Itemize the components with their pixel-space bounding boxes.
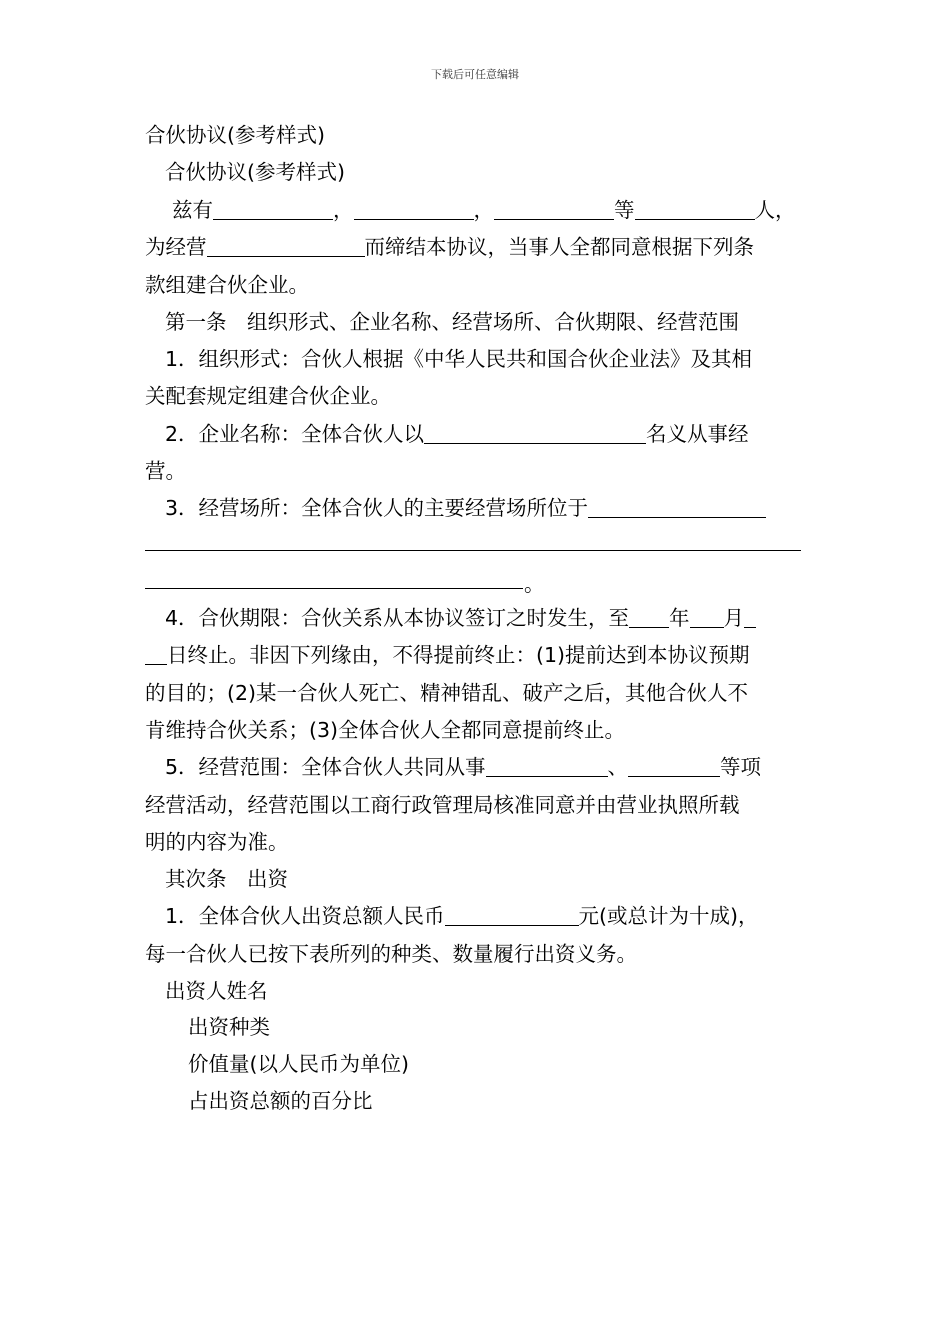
- table-header-contributor-name: 出资人姓名: [165, 979, 268, 1003]
- clause-1-2-line-2: 营。: [145, 459, 186, 483]
- preamble-line-1: 兹有 ， ， 等 人，: [172, 198, 796, 222]
- party-3-blank: [494, 199, 614, 220]
- business-address-blank-3: [145, 588, 523, 589]
- end-day-blank-part-2: [145, 644, 167, 665]
- business-scope-blank-2: [628, 756, 720, 777]
- business-address-blank-2: [145, 550, 801, 551]
- doc-title-2: 合伙协议(参考样式): [165, 160, 345, 184]
- table-header-contribution-type: 出资种类: [188, 1015, 270, 1039]
- business-purpose-blank: [207, 236, 365, 257]
- business-address-blank-1: [588, 497, 766, 518]
- preamble-line-2: 为经营 而缔结本协议，当事人全都同意根据下列条: [145, 235, 754, 259]
- clause-1-4-line-4: 肯维持合伙关系；(3)全体合伙人全都同意提前终止。: [145, 718, 626, 742]
- end-year-blank: [629, 607, 669, 628]
- enterprise-name-blank: [424, 423, 646, 444]
- preamble-line-3: 款组建合伙企业。: [145, 273, 309, 297]
- clause-2-1-line-1: 1．全体合伙人出资总额人民币 元(或总计为十成)，: [165, 904, 759, 928]
- clause-1-5-line-2: 经营活动，经营范围以工商行政管理局核准同意并由营业执照所载: [145, 793, 740, 817]
- party-1-blank: [213, 199, 333, 220]
- clause-1-2-line-1: 2．企业名称：全体合伙人以 名义从事经: [165, 422, 749, 446]
- table-header-value: 价值量(以人民币为单位): [188, 1052, 409, 1076]
- clause-1-3-end: 。: [524, 572, 545, 596]
- party-count-blank: [635, 199, 755, 220]
- clause-1-4-line-3: 的目的；(2)某一合伙人死亡、精神错乱、破产之后，其他合伙人不: [145, 681, 749, 705]
- page-header-note: 下载后可任意编辑: [431, 68, 519, 81]
- table-header-percentage: 占出资总额的百分比: [188, 1089, 373, 1113]
- end-month-blank: [690, 607, 724, 628]
- total-capital-blank: [445, 905, 579, 926]
- clause-2-1-line-2: 每一合伙人已按下表所列的种类、数量履行出资义务。: [145, 942, 637, 966]
- party-2-blank: [354, 199, 474, 220]
- article-1-title: 第一条 组织形式、企业名称、经营场所、合伙期限、经营范围: [165, 310, 739, 334]
- business-scope-blank-1: [486, 756, 608, 777]
- clause-1-3-line-1: 3．经营场所：全体合伙人的主要经营场所位于: [165, 494, 766, 522]
- clause-1-4-line-2: 日终止。非因下列缘由，不得提前终止：(1)提前达到本协议预期: [145, 641, 750, 669]
- clause-1-1-line-1: 1．组织形式：合伙人根据《中华人民共和国合伙企业法》及其相: [165, 347, 753, 371]
- clause-1-4-line-1: 4．合伙期限：合伙关系从本协议签订之时发生，至 年 月: [165, 604, 756, 632]
- clause-1-5-line-3: 明的内容为准。: [145, 830, 289, 854]
- article-2-title: 其次条 出资: [165, 867, 288, 891]
- doc-title-1: 合伙协议(参考样式): [145, 123, 325, 147]
- clause-1-1-line-2: 关配套规定组建合伙企业。: [145, 384, 391, 408]
- clause-1-5-line-1: 5．经营范围：全体合伙人共同从事 、 等项: [165, 755, 762, 779]
- end-day-blank-part-1: [744, 607, 756, 628]
